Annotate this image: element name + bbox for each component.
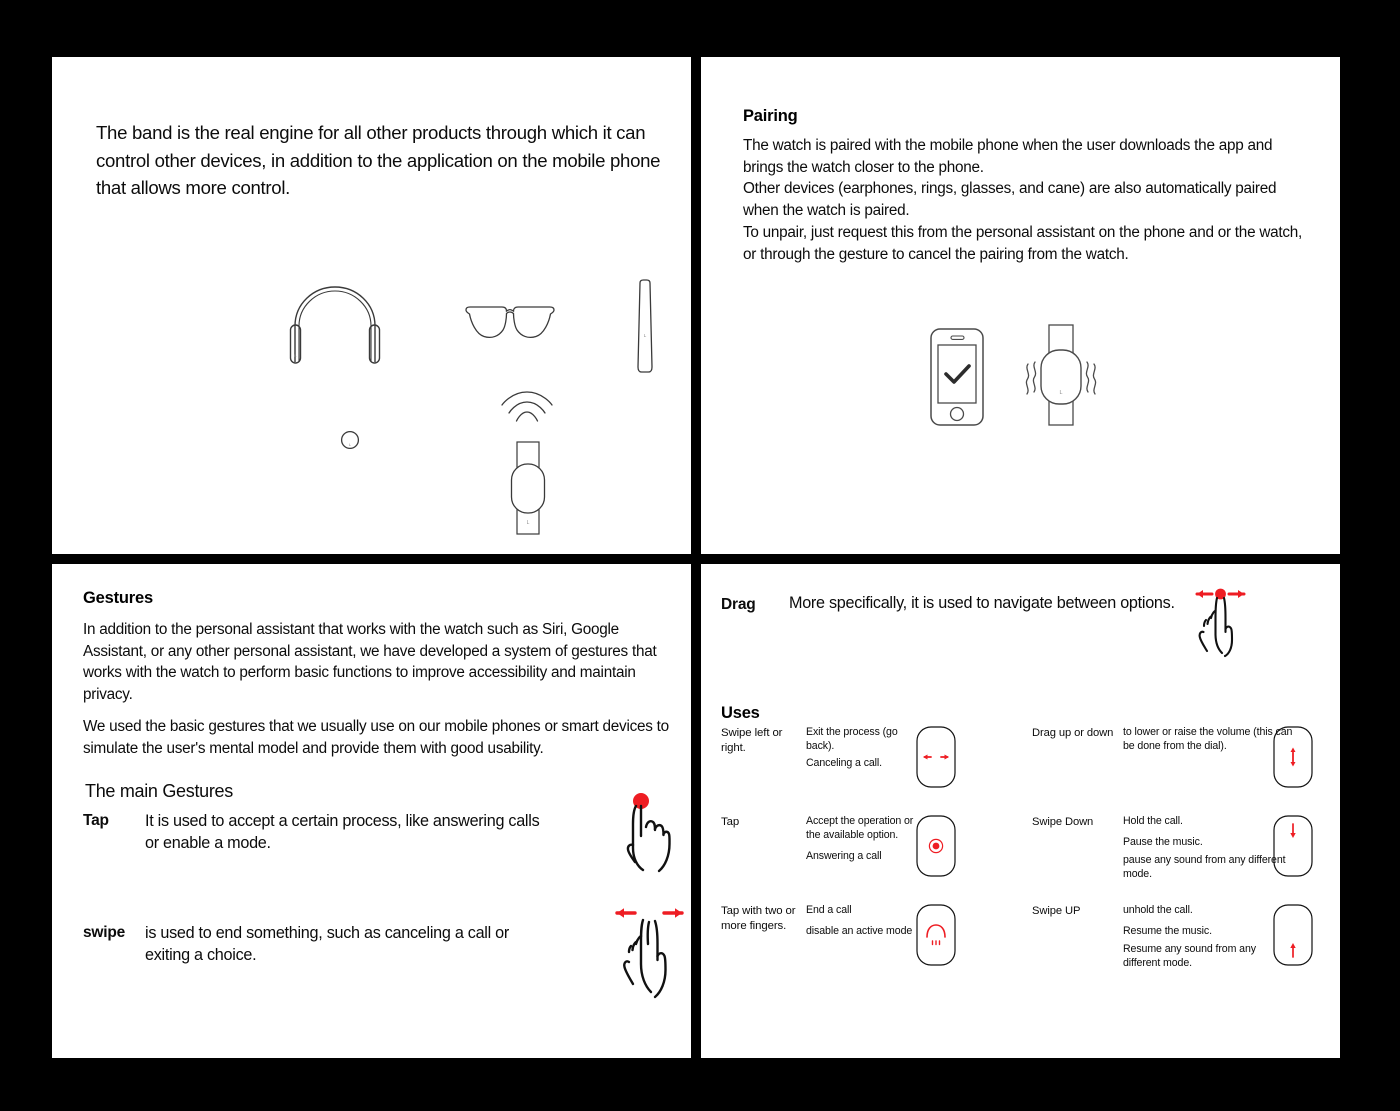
pairing-illustration-group xyxy=(701,272,1340,472)
use-line: to lower or raise the volume (this can be done from the dial). xyxy=(1123,726,1293,752)
use-desc-drag-vertical xyxy=(1123,726,1295,754)
use-line: unhold the call. xyxy=(1123,904,1193,916)
watch-swipe-horizontal-icon xyxy=(916,726,956,788)
panel-pairing xyxy=(701,57,1340,554)
smart-band-icon xyxy=(510,440,546,536)
use-line: End a call xyxy=(806,904,852,916)
watch-swipe-up-icon xyxy=(1273,904,1313,966)
drag-description: More specifically, it is used to navigate between options. xyxy=(789,594,1175,612)
pairing-title: Pairing xyxy=(743,107,798,125)
pairing-body xyxy=(743,135,1303,265)
gesture-term-swipe: swipe xyxy=(83,924,126,941)
wireless-signal-icon xyxy=(500,389,554,425)
svg-text:L: L xyxy=(1059,390,1063,396)
hand-drag-icon xyxy=(1189,584,1251,656)
pairing-paragraph-3: To unpair, just request this from the personal assistant on the phone and or the watch, or through the gesture to cancel the pairing from the watch. xyxy=(743,223,1303,263)
panel-products xyxy=(52,57,691,554)
use-line: Answering a call xyxy=(806,849,882,862)
gestures-body xyxy=(83,619,683,759)
pairing-header xyxy=(743,107,1303,265)
svg-text:L: L xyxy=(294,353,297,358)
gestures-paragraph-1: In addition to the personal assistant that works with the watch such as Siri, Google Assistant, or any other personal assistant, we have developed a system of gestures that works with the watch to perform basic functions to improve accessibility and maintain privacy. xyxy=(83,621,657,704)
use-term-multifinger-tap: Tap with two or more fingers. xyxy=(721,905,796,932)
drag-term: Drag xyxy=(721,596,756,613)
glasses-icon xyxy=(464,304,556,344)
use-cell-swipe-down xyxy=(1027,815,1326,904)
watch-multifinger-tap-icon xyxy=(916,904,956,966)
use-cell-swipe-up xyxy=(1027,904,1326,993)
use-desc-swipe-up xyxy=(1123,904,1295,971)
gestures-paragraph-2: We used the basic gestures that we usually use on our mobile phones or smart devices to simulate the user's mental model and provide them with good usability. xyxy=(83,717,669,757)
vibrating-band-icon xyxy=(1023,322,1099,430)
use-cell-drag-vertical xyxy=(1027,726,1326,815)
main-gestures-title: The main Gestures xyxy=(85,781,233,801)
use-line: Resume any sound from any different mode. xyxy=(1123,942,1256,969)
use-line: Canceling a call. xyxy=(806,756,883,769)
uses-title: Uses xyxy=(721,704,760,722)
use-line: Exit the process (go back). xyxy=(806,726,898,752)
pairing-paragraph-2: Other devices (earphones, rings, glasses, and cane) are also automatically paired when the watch is paired. xyxy=(743,180,1277,220)
uses-grid xyxy=(716,726,1326,993)
use-term-tap: Tap xyxy=(721,816,740,828)
gesture-description-swipe: is used to end something, such as canceling a call or exiting a choice. xyxy=(145,924,509,965)
use-desc-swipe-horizontal xyxy=(806,726,928,771)
watch-drag-vertical-icon xyxy=(1273,726,1313,788)
use-desc-tap xyxy=(806,815,928,864)
cane-icon xyxy=(633,279,657,375)
drag-row xyxy=(721,592,1321,672)
pairing-paragraph-1: The watch is paired with the mobile phone when the user downloads the app and brings the watch closer to the phone. xyxy=(743,137,1273,176)
panel-uses xyxy=(701,564,1340,1058)
hand-swipe-icon xyxy=(611,900,687,1000)
phone-check-icon xyxy=(929,327,985,427)
use-desc-swipe-down xyxy=(1123,815,1295,882)
watch-swipe-down-icon xyxy=(1273,815,1313,877)
use-cell-tap xyxy=(716,815,1027,904)
watch-tap-icon xyxy=(916,815,956,877)
products-intro-text xyxy=(96,119,666,202)
use-term-drag-vertical: Drag up or down xyxy=(1032,727,1114,739)
use-line: Accept the operation or the available option. xyxy=(806,815,914,841)
use-term-swipe-down: Swipe Down xyxy=(1032,816,1094,828)
gestures-header xyxy=(83,589,683,759)
products-intro-paragraph: The band is the real engine for all other products through which it can control other devices, in addition to the application on the mobile phone that allows more control. xyxy=(96,122,661,199)
use-term-swipe-horizontal: Swipe left or right. xyxy=(721,727,783,754)
ring-icon xyxy=(340,430,360,450)
use-line: pause any sound from any different mode. xyxy=(1123,853,1286,880)
svg-text:L: L xyxy=(643,333,647,338)
use-line: Resume the music. xyxy=(1123,924,1212,937)
gesture-description-tap: It is used to accept a certain process, like answering calls or enable a mode. xyxy=(145,812,540,853)
use-cell-swipe-horizontal xyxy=(716,726,1027,815)
use-line: Hold the call. xyxy=(1123,815,1183,827)
use-term-swipe-up: Swipe UP xyxy=(1032,905,1081,917)
svg-text:L: L xyxy=(526,520,530,526)
use-line: Pause the music. xyxy=(1123,835,1203,848)
hand-tap-icon xyxy=(619,792,675,878)
gesture-term-tap: Tap xyxy=(83,812,109,829)
headphones-icon xyxy=(289,282,381,367)
gestures-title: Gestures xyxy=(83,589,153,607)
use-cell-multifinger-tap xyxy=(716,904,1027,993)
products-illustration-group xyxy=(52,217,691,547)
use-line: disable an active mode xyxy=(806,924,913,937)
panel-gestures xyxy=(52,564,691,1058)
svg-text:L: L xyxy=(348,442,352,447)
